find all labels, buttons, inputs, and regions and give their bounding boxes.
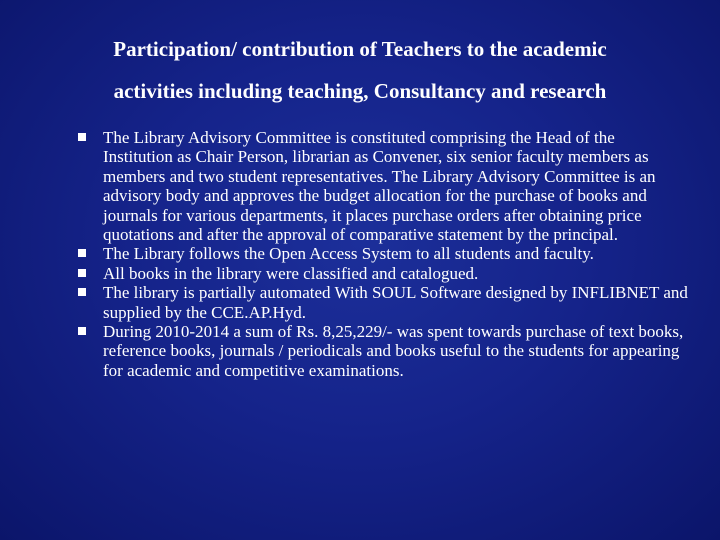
bullet-text: All books in the library were classified and catalogued.: [103, 263, 479, 283]
list-item: [78, 283, 688, 322]
bullet-text: The Library Advisory Committee is constituted comprising the Head of the Institution as Chair Person, librarian as Convener, six senior faculty members as members and two student representatives. The Library Advisory Committee is an advisory body and approves the budget allocation for the purchase of books and journals for various departments, it places purchase orders after obtaining price quotations and after the approval of comparative statement by the principal.: [103, 128, 656, 245]
square-bullet-icon: [78, 133, 86, 141]
list-item: [78, 244, 688, 263]
square-bullet-icon: [78, 327, 86, 335]
bullet-text: During 2010-2014 a sum of Rs. 8,25,229/- was spent towards purchase of text books, reference books, journals / periodicals and books useful to the students for appearing for academic and competitive examinations.: [103, 322, 684, 380]
bullet-text: The library is partially automated With SOUL Software designed by INFLIBNET and supplied by the CCE.AP.Hyd.: [103, 283, 688, 322]
square-bullet-icon: [78, 269, 86, 277]
square-bullet-icon: [78, 249, 86, 257]
list-item: [78, 264, 688, 283]
square-bullet-icon: [78, 288, 86, 296]
bullet-list: [78, 128, 688, 380]
bullet-text: The Library follows the Open Access System to all students and faculty.: [103, 244, 594, 264]
title-line-2: activities including teaching, Consultancy and research: [113, 79, 607, 103]
slide-title: [40, 28, 680, 112]
list-item: [78, 128, 688, 244]
title-line-1: Participation/ contribution of Teachers to the academic: [113, 37, 607, 61]
list-item: [78, 322, 688, 380]
